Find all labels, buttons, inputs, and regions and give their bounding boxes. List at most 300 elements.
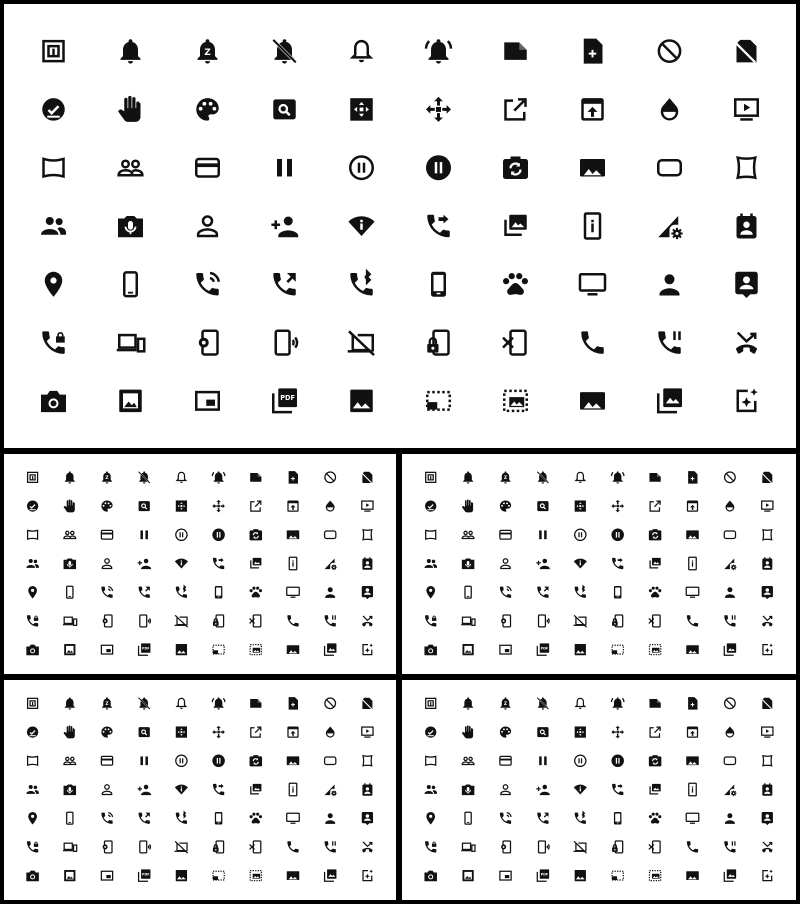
pets-icon xyxy=(649,587,662,598)
phonelink-icon xyxy=(117,335,145,351)
person-pin-circle-icon xyxy=(28,586,37,599)
person-pin-icon xyxy=(735,272,758,298)
do-not-disturb-icon xyxy=(725,472,736,483)
notifications-paused-icon xyxy=(102,471,112,483)
notifications-active-icon xyxy=(611,697,624,709)
open-in-new-icon xyxy=(650,727,660,737)
notifications-none-icon xyxy=(576,698,585,709)
perm-media-icon xyxy=(251,558,262,568)
auto-awesome-icon xyxy=(738,388,758,411)
phone-bluetooth-speaker-icon xyxy=(350,272,373,296)
photo-size-select-actual-icon xyxy=(176,644,187,655)
perm-device-info-icon xyxy=(689,783,697,796)
phone-paused-icon xyxy=(325,615,336,626)
svg-text:PDF: PDF xyxy=(142,872,150,877)
phone-android-icon xyxy=(67,586,73,598)
phone-iphone-icon xyxy=(215,586,223,599)
photo-size-select-large-icon xyxy=(649,645,660,655)
people-icon xyxy=(26,785,38,794)
notifications-active-icon xyxy=(212,697,225,709)
insert-photo-icon xyxy=(287,645,300,654)
phonelink-icon xyxy=(63,617,77,625)
pause-icon xyxy=(277,159,292,177)
icon-sheet-main xyxy=(4,4,796,448)
phone-in-talk-icon xyxy=(500,813,511,824)
icon-grid xyxy=(4,4,796,448)
phone-bluetooth-speaker-icon xyxy=(176,812,187,824)
picture-as-pdf-icon xyxy=(139,869,151,881)
call-made-icon xyxy=(537,587,548,598)
person-icon xyxy=(660,274,680,295)
panorama-vertical-icon xyxy=(763,530,772,540)
phone-iphone-icon xyxy=(215,812,223,825)
perm-data-setting-icon xyxy=(724,559,736,571)
notifications-paused-icon xyxy=(102,697,112,709)
pause-circle-outline-icon xyxy=(176,755,187,766)
perm-camera-mic-icon xyxy=(64,559,77,570)
photo-icon xyxy=(119,390,142,413)
phonelink-setup-icon xyxy=(199,331,218,355)
panorama-vertical-icon xyxy=(363,530,372,540)
people-outline-icon xyxy=(462,531,474,538)
photo-camera-icon xyxy=(41,391,66,412)
do-not-disturb-icon xyxy=(725,698,736,709)
photo-size-select-small-icon xyxy=(612,871,623,880)
phonelink-lock-icon xyxy=(213,615,224,627)
call-made-icon xyxy=(273,273,296,296)
person-icon xyxy=(325,587,335,598)
phone-icon xyxy=(687,615,698,626)
pageview-icon xyxy=(537,501,548,511)
call-made-icon xyxy=(537,813,548,824)
phonelink-icon xyxy=(63,843,77,851)
phone-bluetooth-speaker-icon xyxy=(575,586,586,598)
open-in-browser-icon xyxy=(688,727,698,737)
pets-icon xyxy=(503,273,528,295)
photo-camera-icon xyxy=(424,645,437,656)
phonelink-lock-icon xyxy=(427,331,448,355)
notifications-off-icon xyxy=(139,697,150,709)
panorama-icon xyxy=(686,756,699,765)
picture-in-picture-icon xyxy=(101,871,112,880)
pageview-icon xyxy=(139,727,150,737)
panorama-vertical-icon xyxy=(763,756,772,766)
perm-device-information-icon xyxy=(574,785,587,795)
phone-paused-icon xyxy=(325,841,336,852)
payment-icon xyxy=(500,756,511,765)
person-pin-circle-icon xyxy=(28,812,37,825)
palette-icon xyxy=(101,500,112,511)
no-sim-icon xyxy=(735,40,756,63)
phone-icon xyxy=(687,841,698,852)
open-in-new-icon xyxy=(650,501,660,511)
phone-forwarded-icon xyxy=(612,558,623,569)
perm-media-icon xyxy=(251,784,262,794)
perm-camera-mic-icon xyxy=(64,785,77,796)
offline-pin-icon xyxy=(27,726,38,737)
offline-pin-icon xyxy=(42,98,65,121)
payment-icon xyxy=(196,159,219,177)
pets-icon xyxy=(250,587,262,598)
open-in-new-icon xyxy=(251,727,261,737)
phonelink-erase-icon xyxy=(649,615,660,627)
opacity-icon xyxy=(726,726,735,737)
pause-circle-filled-icon xyxy=(611,529,624,542)
pause-circle-outline-icon xyxy=(575,529,586,540)
pan-tool-icon xyxy=(64,725,75,738)
perm-contact-calendar-icon xyxy=(762,783,772,796)
open-in-browser-icon xyxy=(288,727,298,737)
perm-contact-calendar-icon xyxy=(737,214,757,239)
notifications-active-icon xyxy=(611,471,624,483)
perm-data-setting-icon xyxy=(724,785,736,797)
photo-size-select-actual-icon xyxy=(575,870,586,881)
note-add-icon xyxy=(289,697,298,710)
palette-icon xyxy=(101,726,112,737)
auto-awesome-icon xyxy=(763,643,773,654)
phonelink-ring-icon xyxy=(276,331,297,355)
photo-size-select-small-icon xyxy=(213,871,224,880)
pan-tool-alt-icon xyxy=(350,98,373,121)
person-pin-circle-icon xyxy=(426,812,435,825)
person-add-icon xyxy=(138,785,151,795)
open-in-browser-icon xyxy=(688,501,698,511)
person-pin-circle-icon xyxy=(45,272,63,297)
notifications-icon xyxy=(121,39,141,63)
phone-missed-icon xyxy=(736,333,757,354)
panorama-icon xyxy=(686,530,699,539)
phonelink-erase-icon xyxy=(250,615,261,627)
no-sim-icon xyxy=(762,698,773,709)
pan-tool-icon xyxy=(64,499,75,512)
open-in-new-icon xyxy=(506,99,526,119)
payment-icon xyxy=(101,756,112,765)
notifications-icon xyxy=(463,471,473,483)
photo-icon xyxy=(462,644,473,655)
phonelink-icon xyxy=(461,617,475,625)
perm-camera-mic-icon xyxy=(462,559,475,570)
nfc-icon xyxy=(426,698,436,708)
notifications-paused-icon xyxy=(198,39,218,63)
opacity-icon xyxy=(326,726,335,737)
note-icon xyxy=(649,699,660,708)
ondemand-video-icon xyxy=(762,501,773,512)
phone-forwarded-icon xyxy=(612,784,623,795)
panorama-horizontal-icon xyxy=(28,756,38,765)
people-outline-icon xyxy=(462,757,474,764)
people-outline-icon xyxy=(119,161,143,176)
phone-locked-icon xyxy=(27,615,38,626)
picture-as-pdf-icon xyxy=(139,643,151,655)
perm-data-setting-icon xyxy=(325,559,337,571)
phonelink-off-icon xyxy=(573,841,586,853)
no-sim-icon xyxy=(762,472,773,483)
phonelink-off-icon xyxy=(175,841,188,853)
note-add-icon xyxy=(688,697,697,710)
personal-video-icon xyxy=(686,587,699,598)
pan-tool-icon xyxy=(462,499,473,512)
party-mode-icon xyxy=(503,156,528,179)
people-outline-icon xyxy=(64,531,76,538)
picture-as-pdf-icon xyxy=(273,388,297,412)
photo-library-icon xyxy=(724,869,736,881)
party-mode-icon xyxy=(649,529,662,540)
people-icon xyxy=(41,217,66,235)
open-in-browser-icon xyxy=(583,99,603,119)
person-add-icon xyxy=(271,217,298,238)
phone-locked-icon xyxy=(425,615,436,626)
insert-photo-icon xyxy=(686,645,699,654)
open-with-icon xyxy=(426,97,451,122)
note-add-icon xyxy=(688,471,697,484)
photo-size-select-small-icon xyxy=(427,392,450,410)
photo-size-select-small-icon xyxy=(612,645,623,654)
photo-icon xyxy=(64,644,75,655)
panorama-wide-angle-icon xyxy=(325,757,336,765)
do-not-disturb-icon xyxy=(325,472,336,483)
phonelink-ring-icon xyxy=(539,841,550,853)
phone-bluetooth-speaker-icon xyxy=(176,586,187,598)
offline-pin-icon xyxy=(425,500,436,511)
pageview-icon xyxy=(273,99,296,119)
notifications-icon xyxy=(65,471,75,483)
phone-missed-icon xyxy=(762,616,773,627)
insert-photo-icon xyxy=(287,871,300,880)
panorama-icon xyxy=(287,756,300,765)
phonelink-setup-icon xyxy=(501,615,510,627)
personal-video-icon xyxy=(686,813,699,824)
svg-text:PDF: PDF xyxy=(540,872,549,877)
pets-icon xyxy=(250,813,262,824)
note-icon xyxy=(504,42,527,60)
perm-media-icon xyxy=(650,558,661,568)
auto-awesome-icon xyxy=(363,643,373,654)
photo-camera-icon xyxy=(424,871,437,882)
icon-sheet-preview-bottom-right xyxy=(402,680,796,900)
phone-iphone-icon xyxy=(614,812,622,825)
picture-in-picture-icon xyxy=(101,645,112,654)
phone-android-icon xyxy=(465,586,471,598)
nfc-icon xyxy=(28,698,38,708)
picture-as-pdf-icon xyxy=(537,869,549,881)
note-icon xyxy=(649,473,660,482)
perm-device-info-icon xyxy=(689,557,697,570)
payment-icon xyxy=(101,530,112,539)
svg-text:Z: Z xyxy=(105,476,109,482)
photo-size-select-actual-icon xyxy=(575,644,586,655)
phonelink-ring-icon xyxy=(140,841,151,853)
perm-media-icon xyxy=(650,784,661,794)
nfc-icon xyxy=(44,41,64,61)
phone-android-icon xyxy=(67,812,73,824)
panorama-vertical-icon xyxy=(738,158,756,178)
person-pin-icon xyxy=(762,812,773,825)
call-made-icon xyxy=(139,587,150,598)
people-outline-icon xyxy=(64,757,76,764)
svg-text:Z: Z xyxy=(503,702,508,708)
photo-icon xyxy=(64,870,75,881)
personal-video-icon xyxy=(580,274,605,295)
pan-tool-alt-icon xyxy=(176,500,187,511)
do-not-disturb-icon xyxy=(325,698,336,709)
opacity-icon xyxy=(326,500,335,511)
pan-tool-alt-icon xyxy=(575,500,586,511)
photo-library-icon xyxy=(658,388,682,412)
pause-circle-outline-icon xyxy=(350,156,373,179)
phonelink-setup-icon xyxy=(103,841,112,853)
perm-device-information-icon xyxy=(574,559,587,569)
pause-circle-outline-icon xyxy=(575,755,586,766)
icon-sheet-preview-top-right xyxy=(402,454,796,674)
insert-photo-icon xyxy=(580,392,605,410)
pan-tool-alt-icon xyxy=(575,726,586,737)
phone-missed-icon xyxy=(762,842,773,853)
phone-android-icon xyxy=(124,272,137,296)
phone-paused-icon xyxy=(724,841,735,852)
person-icon xyxy=(725,587,735,598)
people-icon xyxy=(424,785,437,794)
palette-icon xyxy=(500,726,511,737)
no-sim-icon xyxy=(362,698,373,709)
perm-camera-mic-icon xyxy=(118,216,143,237)
person-pin-circle-icon xyxy=(426,586,435,599)
panorama-wide-angle-icon xyxy=(658,160,681,175)
pause-circle-filled-icon xyxy=(611,755,624,768)
phone-forwarded-icon xyxy=(213,558,224,569)
phone-icon xyxy=(581,331,604,354)
people-icon xyxy=(26,559,38,568)
svg-text:Z: Z xyxy=(105,702,109,708)
open-with-icon xyxy=(611,726,624,739)
call-made-icon xyxy=(139,813,150,824)
palette-icon xyxy=(500,500,511,511)
phone-iphone-icon xyxy=(614,586,622,599)
photo-size-select-large-icon xyxy=(649,871,660,881)
person-pin-icon xyxy=(362,586,373,599)
phone-forwarded-icon xyxy=(427,215,450,238)
panorama-icon xyxy=(580,159,605,177)
svg-text:PDF: PDF xyxy=(142,646,150,651)
open-with-icon xyxy=(212,500,225,512)
phone-paused-icon xyxy=(658,331,681,354)
pan-tool-icon xyxy=(118,96,141,122)
notifications-paused-icon xyxy=(501,697,511,709)
no-sim-icon xyxy=(362,472,373,483)
icon-grid xyxy=(402,680,796,900)
notifications-none-icon xyxy=(177,698,186,709)
phonelink-off-icon xyxy=(348,331,374,355)
icon-sheet-preview-bottom-left xyxy=(4,680,396,900)
phonelink-icon xyxy=(461,843,475,851)
perm-device-information-icon xyxy=(175,785,188,795)
perm-device-information-icon xyxy=(175,559,188,569)
person-pin-icon xyxy=(762,586,773,599)
person-add-icon xyxy=(536,559,549,569)
photo-library-icon xyxy=(325,643,337,655)
picture-as-pdf-icon xyxy=(537,643,549,655)
phone-iphone-icon xyxy=(431,272,446,297)
notifications-none-icon xyxy=(576,472,585,483)
photo-size-select-large-icon xyxy=(250,871,261,881)
picture-in-picture-icon xyxy=(196,392,219,410)
panorama-wide-angle-icon xyxy=(724,531,735,539)
open-in-new-icon xyxy=(251,501,261,511)
icon-sheet-preview-top-left xyxy=(4,454,396,674)
panorama-wide-angle-icon xyxy=(724,757,735,765)
panorama-horizontal-icon xyxy=(426,756,436,765)
personal-video-icon xyxy=(287,813,300,824)
perm-identity-icon xyxy=(501,559,510,569)
notifications-off-icon xyxy=(537,697,548,709)
phone-missed-icon xyxy=(362,616,373,627)
phonelink-off-icon xyxy=(573,615,586,627)
photo-size-select-actual-icon xyxy=(350,390,373,413)
notifications-off-icon xyxy=(273,39,296,63)
open-with-icon xyxy=(611,500,624,512)
notifications-icon xyxy=(65,697,75,709)
notifications-active-icon xyxy=(212,471,225,483)
do-not-disturb-icon xyxy=(659,41,680,62)
notifications-none-icon xyxy=(353,41,371,62)
photo-camera-icon xyxy=(26,645,38,656)
phone-paused-icon xyxy=(724,615,735,626)
perm-contact-calendar-icon xyxy=(362,557,372,570)
note-add-icon xyxy=(289,471,298,484)
svg-text:PDF: PDF xyxy=(280,394,296,403)
person-pin-icon xyxy=(362,812,373,825)
person-icon xyxy=(325,813,335,824)
pause-icon xyxy=(140,530,148,539)
perm-media-icon xyxy=(506,215,527,235)
pageview-icon xyxy=(537,727,548,737)
phonelink-erase-icon xyxy=(649,841,660,853)
perm-device-info-icon xyxy=(289,557,297,570)
person-add-icon xyxy=(138,559,151,569)
perm-identity-icon xyxy=(102,559,111,569)
photo-size-select-actual-icon xyxy=(176,870,187,881)
person-add-icon xyxy=(536,785,549,795)
panorama-horizontal-icon xyxy=(28,530,38,539)
opacity-icon xyxy=(726,500,735,511)
icon-grid xyxy=(4,454,396,674)
open-in-browser-icon xyxy=(288,501,298,511)
photo-camera-icon xyxy=(26,871,38,882)
person-icon xyxy=(725,813,735,824)
nfc-icon xyxy=(426,472,436,482)
notifications-paused-icon xyxy=(501,471,511,483)
phonelink-setup-icon xyxy=(103,615,112,627)
payment-icon xyxy=(500,530,511,539)
perm-device-information-icon xyxy=(348,216,374,236)
phone-icon xyxy=(287,615,298,626)
phone-in-talk-icon xyxy=(500,587,511,598)
photo-library-icon xyxy=(325,869,337,881)
pause-circle-filled-icon xyxy=(212,529,225,542)
icon-grid xyxy=(402,454,796,674)
photo-size-select-large-icon xyxy=(504,391,527,411)
pause-icon xyxy=(539,530,547,539)
pageview-icon xyxy=(139,501,150,511)
notifications-none-icon xyxy=(177,472,186,483)
perm-contact-calendar-icon xyxy=(762,557,772,570)
nfc-icon xyxy=(28,472,38,482)
phone-in-talk-icon xyxy=(196,273,219,296)
photo-size-select-small-icon xyxy=(213,645,224,654)
photo-size-select-large-icon xyxy=(250,645,261,655)
picture-in-picture-icon xyxy=(500,871,511,880)
notifications-off-icon xyxy=(537,471,548,483)
note-icon xyxy=(250,699,261,708)
